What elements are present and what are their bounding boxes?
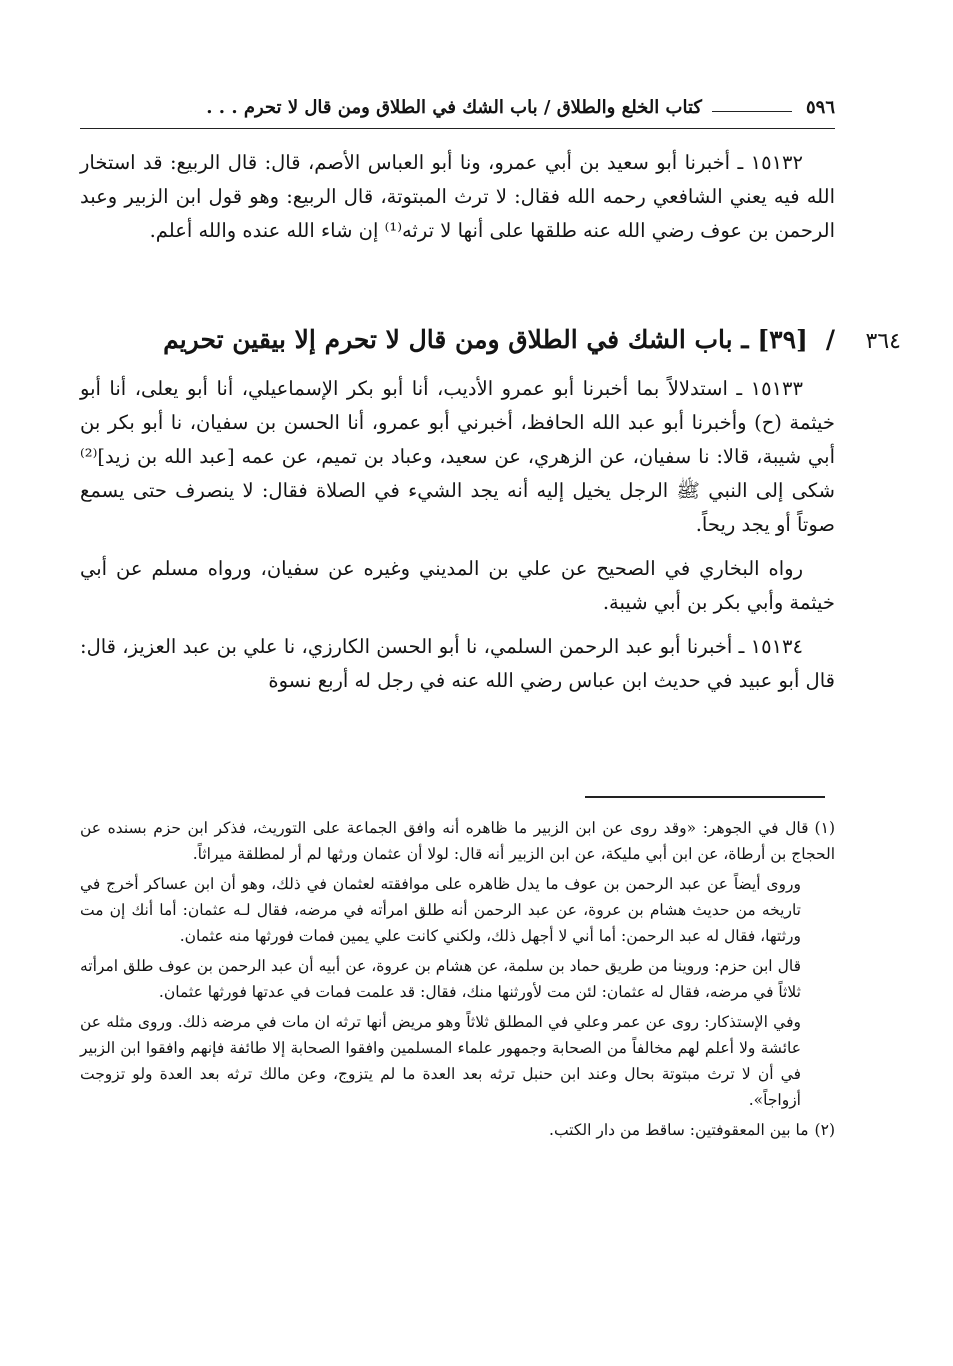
footnotes (80, 815, 835, 1147)
page-number: ٥٩٦ (805, 96, 835, 118)
footnote-1-para-2: وروى أيضاً عن عبد الرحمن بن عوف ما يدل ظاهره على موافقته لعثمان في ذلك، وهو أن ابن عساكر أخرج في تاريخه من حديث هشام بن عروة، عن عبد الرحمن أنه طلق امرأته في مرضه، فقال لـه عثمان: أما أنك إن مت ورثتها، فقال له عبد الرحمن: أما أني لا أجهل ذلك، ولكني كانت علي يمين فمات فورثها منه عثمان. (80, 875, 801, 945)
running-header (80, 92, 835, 122)
main-text-bottom (80, 372, 835, 708)
running-title: كتاب الخلع والطلاق / باب الشك في الطلاق ومن قال لا تحرم . . . (206, 96, 702, 118)
main-text-top (80, 146, 835, 256)
margin-page-number: ٣٦٤ (865, 329, 901, 354)
footnote-2 (80, 1117, 835, 1143)
paragraph-15133: ١٥١٣٣ ـ استدلالاً بما أخبرنا أبو عمرو الأديب، أنا أبو بكر الإسماعيلي، أنا أبو يعلى، أنا أبو خيثمة (ح) وأخبرنا أبو عبد الله الحافظ، أخبرني أبو عمرو، أنا الحسن بن سفيان، نا أبو بكر بن أبي شيبة، قالا: نا سفيان، عن الزهري، عن سعيد، وعباد بن تميم، عن عمه [عبد الله بن زيد]⁽²⁾ شكى إلى النبي ﷺ الرجل يخيل إليه أنه يجد الشيء في الصلاة فقال: لا ينصرف حتى يسمع صوتاً أو يجد ريحاً. (80, 377, 835, 536)
footnote-1-label: (١) (814, 819, 835, 837)
chapter-heading (80, 318, 835, 362)
footnote-2-text: ما بين المعقوفتين: ساقط من دار الكتب. (549, 1121, 809, 1139)
footnote-1-text: قال في الجوهر: «وقد روى عن ابن الزبير ما ظاهره أنه وافق الجماعة على التوريث، فذكر ابن حزم بسنده عن الحجاج بن أرطاة، عن ابن أبي مليكة، عن ابن الزبير أنه قال: لولا أن عثمان ورثها لم أر لمطلقة ميراثاً. (80, 819, 835, 863)
footnote-1-para-3: قال ابن حزم: وروينا من طريق حماد بن سلمة، عن هشام بن عروة، عن أبيه أن عبد الرحمن بن عوف طلق امرأته ثلاثاً في مرضه، فقال له عثمان: لئن مت لأورثنها منك، فقال: قد علمت فمات في عدتها فورثها عثمان. (80, 957, 801, 1001)
paragraph-15132: ١٥١٣٢ ـ أخبرنا أبو سعيد بن أبي عمرو، ونا أبو العباس الأصم، قال: قال الربيع: قد استخار الله فيه يعني الشافعي رحمه الله فقال: لا ترث المبتوتة، قال الربيع: وهو قول ابن الزبير وعبد الرحمن بن عوف رضي الله عنه طلقها على أنها لا ترثه⁽¹⁾ إن شاء الله عنده والله أعلم. (80, 151, 835, 242)
paragraph-15134: ١٥١٣٤ ـ أخبرنا أبو عبد الرحمن السلمي، نا أبو الحسن الكارزي، نا علي بن عبد العزيز، قال: قال أبو عبيد في حديث ابن عباس رضي الله عنه في رجل له أربع نسوة (80, 635, 835, 692)
footnote-separator (585, 796, 825, 798)
footnote-1 (80, 815, 835, 867)
header-rule (80, 128, 835, 129)
footnote-1-para-4: وفي الإستذكار: روى عن عمر وعلي في المطلق ثلاثاً وهو مريض أنها ترثه ان مات في مرضه ذلك. وروى مثله عن عائشة ولا أعلم لهم مخالفاً من الصحابة وجمهور علماء المسلمين وافقوا الصحابة إلا طائفة فإنهم وافقوا ابن الزبير في أن لا ترث مبتوتة بحال وعند ابن حنبل ترثه بعد العدة ما لم يتزوج، وعن مالك ترثه بعد العدة ولو تزوجت أزواجاً». (80, 1013, 801, 1109)
header-dash-rule (712, 111, 792, 112)
chapter-slash: / (825, 325, 835, 354)
footnote-2-label: (٢) (814, 1121, 835, 1139)
paragraph-narration: رواه البخاري في الصحيح عن علي بن المديني وغيره عن سفيان، ورواه مسلم عن أبي خيثمة وأبي بكر بن أبي شيبة. (80, 557, 835, 614)
chapter-title: [٣٩] ـ باب الشك في الطلاق ومن قال لا تحرم إلا بيقين تحريم (163, 325, 808, 354)
